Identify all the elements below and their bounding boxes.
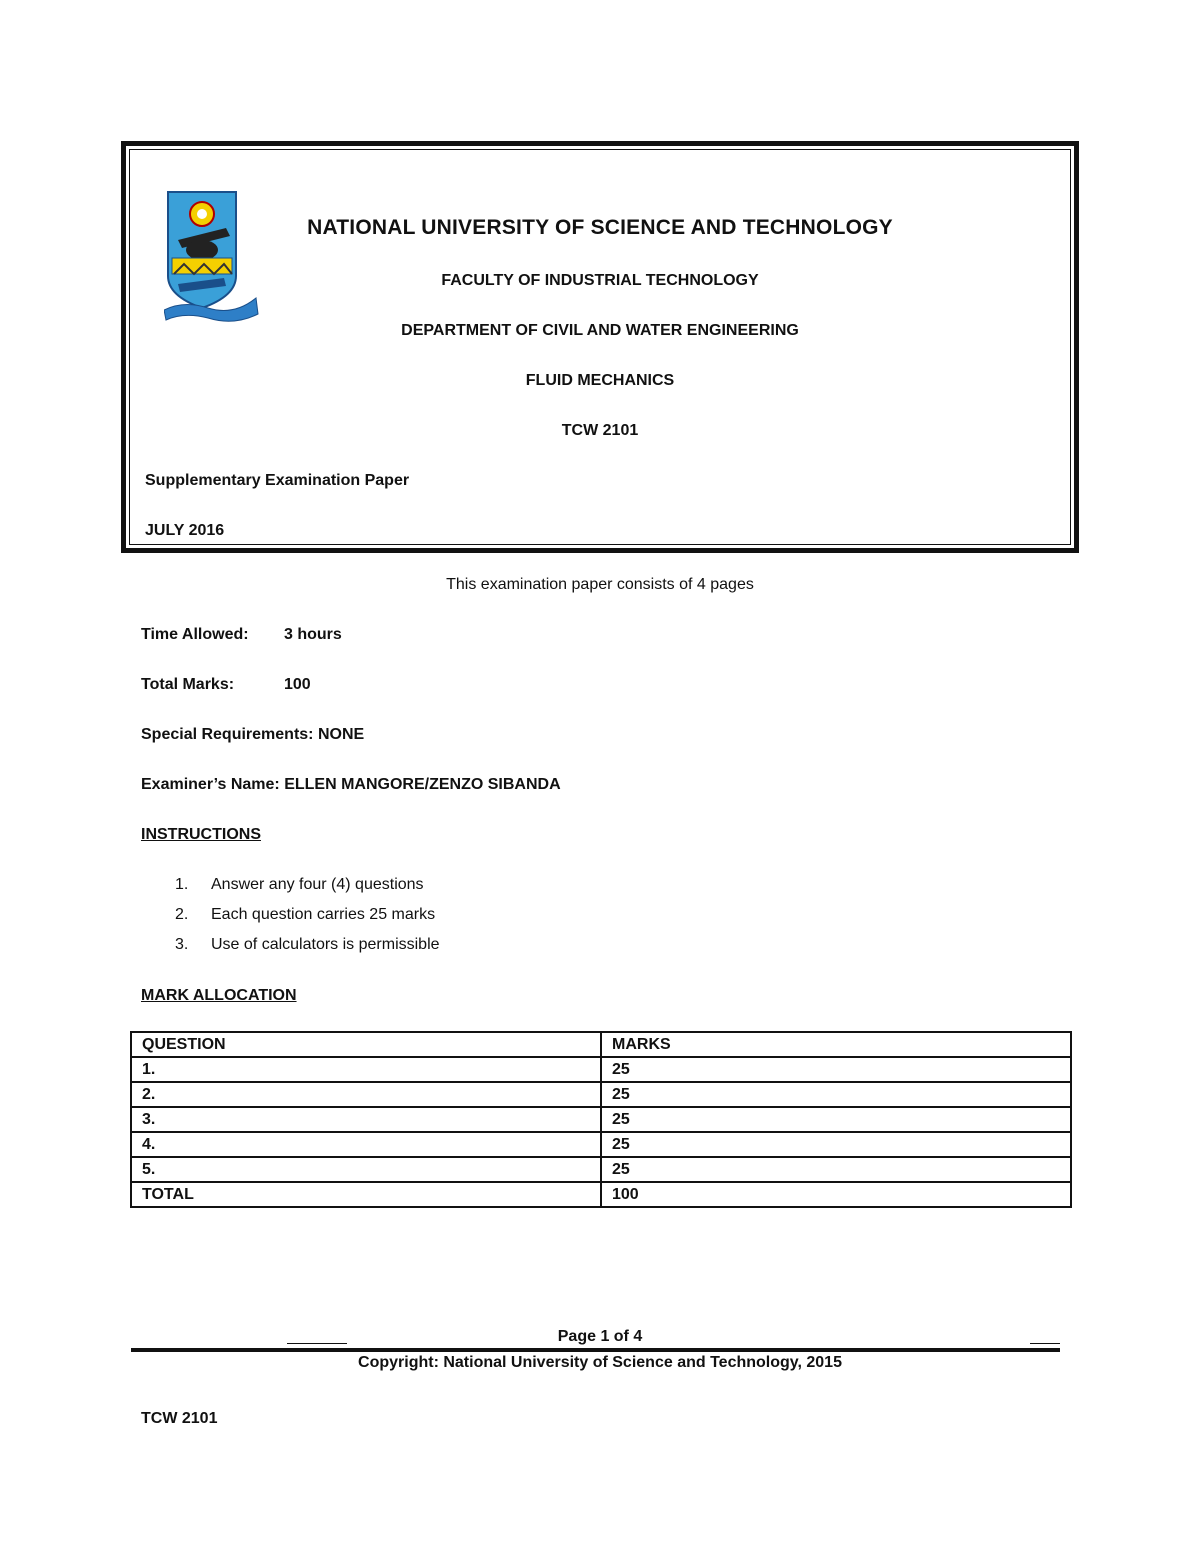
marks-cell: 25: [601, 1157, 1071, 1182]
table-total-row: [131, 1182, 1071, 1207]
question-cell: 3.: [131, 1107, 601, 1132]
total-label-cell: TOTAL: [131, 1182, 601, 1207]
question-cell: 1.: [131, 1057, 601, 1082]
list-item: 3. Use of calculators is permissible: [175, 936, 440, 953]
copyright-notice: Copyright: National University of Science and Technology, 2015: [358, 1354, 842, 1371]
question-cell: 4.: [131, 1132, 601, 1157]
mark-allocation-heading: MARK ALLOCATION: [141, 987, 297, 1004]
footer-course-code: TCW 2101: [141, 1410, 218, 1427]
table-row: [131, 1157, 1071, 1182]
total-marks: [141, 676, 311, 694]
table-row: [131, 1082, 1071, 1107]
header-box: [121, 141, 1079, 553]
total-marks-label: Total Marks:: [141, 676, 235, 693]
marks-cell: 25: [601, 1132, 1071, 1157]
column-header-marks: MARKS: [601, 1032, 1071, 1057]
table-row: [131, 1107, 1071, 1132]
marks-cell: 25: [601, 1057, 1071, 1082]
special-requirements-label: Special Requirements:: [141, 726, 314, 743]
instructions-list: [175, 874, 440, 964]
paper-type: Supplementary Examination Paper: [145, 472, 410, 489]
time-allowed-value: 3 hours: [284, 626, 342, 643]
footer-divider-left: [287, 1343, 347, 1344]
footer-divider-right: [1030, 1343, 1060, 1344]
special-requirements-value: NONE: [317, 726, 365, 743]
special-requirements: [141, 726, 364, 744]
course-code: TCW 2101: [561, 422, 639, 439]
faculty-name: FACULTY OF INDUSTRIAL TECHNOLOGY: [441, 272, 759, 289]
exam-date: JULY 2016: [145, 522, 225, 539]
university-crest-icon: [164, 188, 260, 326]
instructions-heading: INSTRUCTIONS: [141, 826, 261, 843]
examiner-label: Examiner’s Name:: [141, 776, 280, 793]
question-cell: 5.: [131, 1157, 601, 1182]
page-number: Page 1 of 4: [557, 1328, 643, 1345]
time-allowed: [141, 626, 342, 644]
course-name: FLUID MECHANICS: [525, 372, 675, 389]
table-row: [131, 1057, 1071, 1082]
total-marks-value: 100: [284, 676, 311, 693]
list-item: 2. Each question carries 25 marks: [175, 906, 436, 923]
list-item: 1. Answer any four (4) questions: [175, 876, 424, 893]
question-cell: 2.: [131, 1082, 601, 1107]
marks-cell: 25: [601, 1082, 1071, 1107]
table-row: [131, 1132, 1071, 1157]
pages-note: This examination paper consists of 4 pages: [446, 576, 754, 593]
department-name: DEPARTMENT OF CIVIL AND WATER ENGINEERING: [401, 322, 799, 339]
university-name: NATIONAL UNIVERSITY OF SCIENCE AND TECHNOLOGY: [307, 216, 893, 239]
time-allowed-label: Time Allowed:: [141, 626, 249, 643]
marks-cell: 25: [601, 1107, 1071, 1132]
table-header-row: [131, 1032, 1071, 1057]
examiner-name: [141, 776, 561, 794]
total-marks-cell: 100: [601, 1182, 1071, 1207]
mark-allocation-table: [130, 1031, 1072, 1208]
footer-divider: [131, 1348, 1060, 1352]
examiner-value: ELLEN MANGORE/ZENZO SIBANDA: [284, 776, 561, 793]
column-header-question: QUESTION: [131, 1032, 601, 1057]
